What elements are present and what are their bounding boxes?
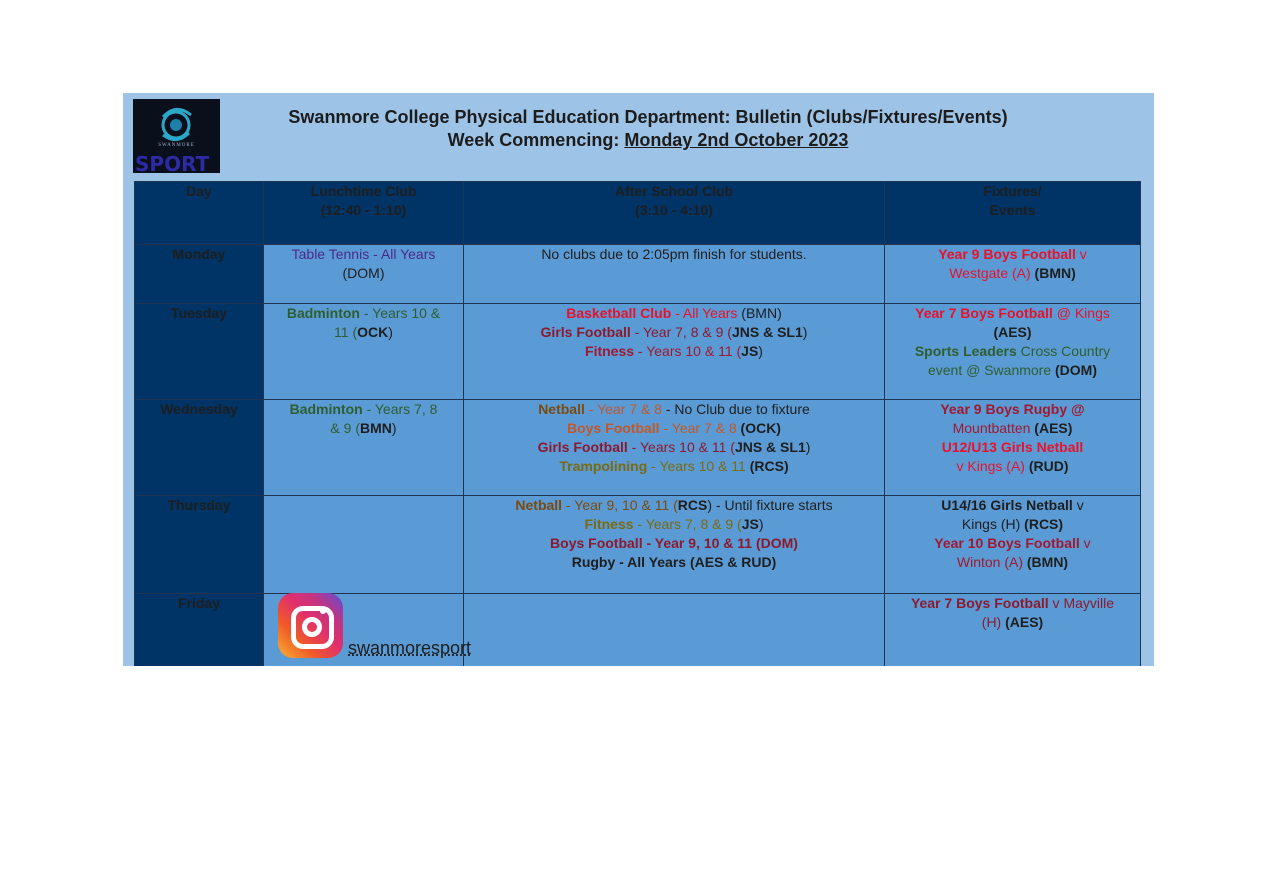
- day-wednesday: Wednesday: [135, 400, 264, 496]
- col-day: Day: [135, 182, 264, 245]
- bulletin-sheet: [123, 93, 1154, 666]
- after-wednesday: Netball - Year 7 & 8 - No Club due to fixture Boys Football - Year 7 & 8 (OCK) Girls Football - Years 10 & 11 (JNS & SL1) Trampolining - Years 10 & 11 (RCS): [464, 400, 885, 496]
- week-commencing-label: Week Commencing:: [447, 130, 625, 150]
- row-tuesday: [135, 304, 1141, 400]
- fix-thursday: U14/16 Girls Netball v Kings (H) (RCS) Year 10 Boys Football v Winton (A) (BMN): [885, 496, 1141, 594]
- schedule-table: [134, 181, 1141, 666]
- fix-tuesday: Year 7 Boys Football @ Kings (AES) Sports Leaders Cross Country event @ Swanmore (DOM): [885, 304, 1141, 400]
- day-tuesday: Tuesday: [135, 304, 264, 400]
- swanmore-sport-logo: [133, 99, 220, 173]
- header-row: [135, 182, 1141, 245]
- week-date: Monday 2nd October 2023: [624, 130, 849, 150]
- after-thursday: Netball - Year 9, 10 & 11 (RCS) - Until fixture starts Fitness - Years 7, 8 & 9 (JS) Boys Football - Year 9, 10 & 11 (DOM) Rugby - All Years (AES & RUD): [464, 496, 885, 594]
- title-line-2: [223, 129, 1073, 152]
- bulletin-title: [223, 106, 1073, 152]
- fix-monday: Year 9 Boys Football v Westgate (A) (BMN): [885, 245, 1141, 304]
- col-fixtures: Fixtures/ Events: [885, 182, 1141, 245]
- row-thursday: [135, 496, 1141, 594]
- after-monday: No clubs due to 2:05pm finish for students.: [464, 245, 885, 304]
- logo-small-text: SWANMORE: [158, 143, 195, 148]
- row-wednesday: [135, 400, 1141, 496]
- title-line-1: Swanmore College Physical Education Department: Bulletin (Clubs/Fixtures/Events): [288, 107, 1008, 127]
- col-lunchtime: Lunchtime Club (12:40 - 1:10): [264, 182, 464, 245]
- fix-friday: Year 7 Boys Football v Mayville (H) (AES): [885, 594, 1141, 667]
- after-tuesday: Basketball Club - All Years (BMN) Girls Football - Year 7, 8 & 9 (JNS & SL1) Fitness - Years 10 & 11 (JS): [464, 304, 885, 400]
- lunch-tuesday: Badminton - Years 10 & 11 (OCK): [264, 304, 464, 400]
- lunch-wednesday: Badminton - Years 7, 8 & 9 (BMN): [264, 400, 464, 496]
- row-monday: [135, 245, 1141, 304]
- after-friday: [464, 594, 885, 667]
- fix-wednesday: Year 9 Boys Rugby @ Mountbatten (AES) U12/U13 Girls Netball v Kings (A) (RUD): [885, 400, 1141, 496]
- instagram-icon[interactable]: [278, 593, 343, 658]
- logo-sport-word: SPORT: [135, 152, 210, 173]
- day-friday: Friday: [135, 594, 264, 667]
- day-thursday: Thursday: [135, 496, 264, 594]
- day-monday: Monday: [135, 245, 264, 304]
- lunch-thursday: [264, 496, 464, 594]
- col-after-school: After School Club (3:10 - 4:10): [464, 182, 885, 245]
- instagram-handle[interactable]: swanmoresport: [348, 638, 472, 658]
- lunch-monday: Table Tennis - All Years (DOM): [264, 245, 464, 304]
